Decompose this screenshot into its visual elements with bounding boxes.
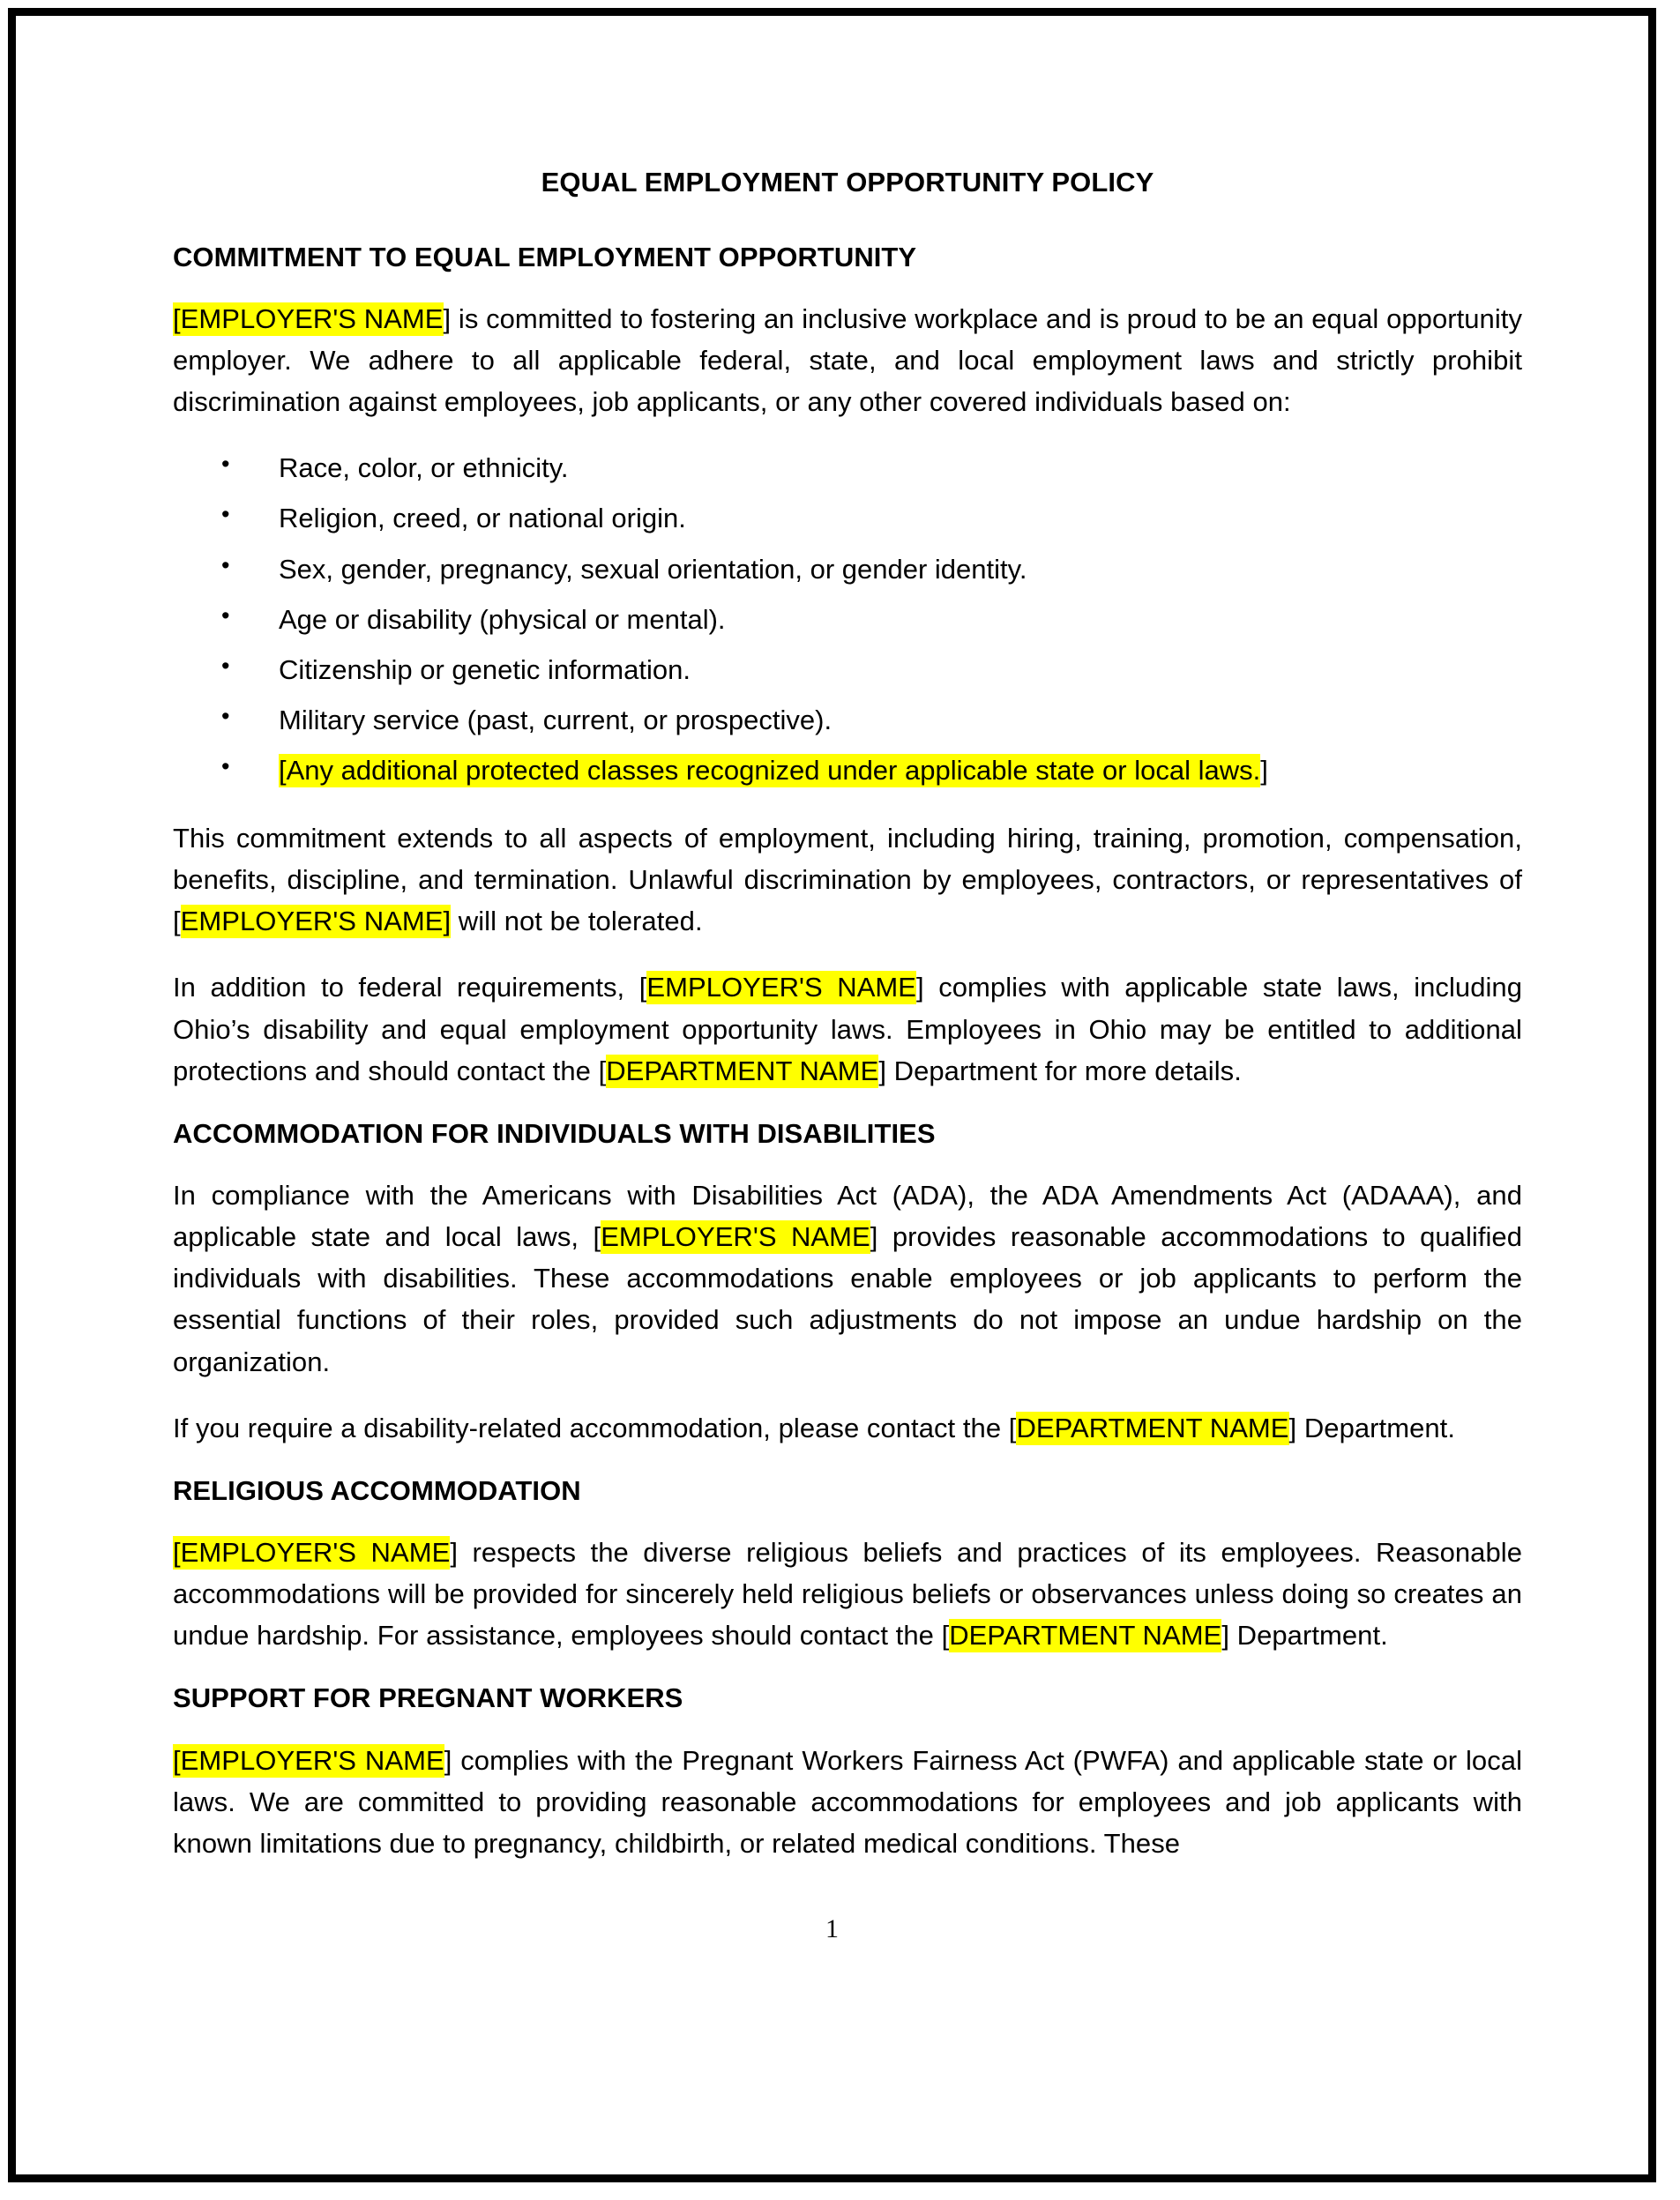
placeholder-employer-name: EMPLOYER'S NAME bbox=[180, 1537, 451, 1569]
bracket-open: [ bbox=[173, 1537, 181, 1569]
list-item-label: Military service (past, current, or prospective). bbox=[279, 704, 833, 735]
paragraph-commitment-extends-before: This commitment extends to all aspects of employment, including hiring, training, promotion, compensation, benefits, discipline, and termination. Unlawful discrimination by employees, contractors, or representatives of [ bbox=[173, 823, 1522, 937]
paragraph-pregnant-workers bbox=[173, 1740, 1522, 1864]
paragraph-state-law-before: In addition to federal requirements, [ bbox=[173, 972, 647, 1003]
paragraph-ada-after: ] provides reasonable accommodations to qualified individuals with disabilities. These accommodations enable employees or job applicants to perform the essential functions of their roles, provided such adjustments do not impose an undue hardship on the organization. bbox=[173, 1221, 1523, 1377]
placeholder-employer-name: EMPLOYER'S NAME bbox=[646, 972, 917, 1003]
paragraph-disability-contact-before: If you require a disability-related accommodation, please contact the [ bbox=[173, 1412, 1017, 1443]
page-number: 1 bbox=[825, 1914, 839, 1943]
paragraph-commitment-intro-text: ] is committed to fostering an inclusive workplace and is proud to be an equal opportunity employer. We adhere to all applicable federal, state, and local employment laws and strictly prohibit discrimination against employees, job applicants, or any other covered individuals based on: bbox=[173, 303, 1522, 418]
paragraph-state-law-after: ] Department for more details. bbox=[878, 1055, 1242, 1086]
placeholder-department-name: DEPARTMENT NAME bbox=[1016, 1412, 1289, 1443]
list-item bbox=[173, 649, 1522, 690]
list-item bbox=[173, 699, 1522, 741]
list-item bbox=[173, 749, 1522, 791]
list-item bbox=[173, 447, 1522, 488]
protected-classes-list bbox=[173, 447, 1522, 791]
placeholder-department-name: DEPARTMENT NAME bbox=[606, 1055, 879, 1086]
list-item-label: Age or disability (physical or mental). bbox=[279, 603, 726, 635]
section-heading-pregnant-workers: SUPPORT FOR PREGNANT WORKERS bbox=[173, 1682, 683, 1714]
paragraph-commitment-intro bbox=[173, 298, 1522, 422]
paragraph-ada-before: In compliance with the Americans with Disabilities Act (ADA), the ADA Amendments Act (ADAAA), and applicable state and local laws, [ bbox=[173, 1180, 1522, 1253]
paragraph-religious-middle: ] respects the diverse religious beliefs and practices of its employees. Reasonable accommodations will be provided for sincerely held religious beliefs or observances unless doing so creates an undue hardship. For assistance, employees should contact the [ bbox=[173, 1537, 1522, 1652]
paragraph-commitment-extends-after: will not be tolerated. bbox=[451, 906, 703, 937]
list-item bbox=[173, 497, 1522, 539]
placeholder-employer-name: EMPLOYER'S NAME bbox=[601, 1221, 870, 1253]
paragraph-commitment-extends bbox=[173, 817, 1522, 942]
list-item-label: Citizenship or genetic information. bbox=[279, 653, 691, 685]
list-item-label: Race, color, or ethnicity. bbox=[279, 452, 569, 484]
placeholder-employer-name: EMPLOYER'S NAME bbox=[180, 1744, 444, 1776]
paragraph-state-law bbox=[173, 966, 1522, 1091]
paragraph-ada-accommodation bbox=[173, 1175, 1522, 1383]
bracket-close: ] bbox=[1260, 755, 1268, 787]
scanned-page-frame bbox=[8, 8, 1656, 2182]
section-heading-accommodation: ACCOMMODATION FOR INDIVIDUALS WITH DISABILITIES bbox=[173, 1117, 936, 1149]
paragraph-religious-after: ] Department. bbox=[1221, 1620, 1388, 1652]
placeholder-employer-name: EMPLOYER'S NAME] bbox=[180, 906, 452, 937]
page-title: EQUAL EMPLOYMENT OPPORTUNITY POLICY bbox=[541, 167, 1154, 198]
list-item bbox=[173, 548, 1522, 590]
list-item bbox=[173, 599, 1522, 640]
placeholder-employer-name: EMPLOYER'S NAME bbox=[180, 303, 444, 335]
paragraph-state-law-middle: ] complies with applicable state laws, including Ohio’s disability and equal employment opportunity laws. Employees in Ohio may be entitled to additional protections and should contact the [ bbox=[173, 972, 1523, 1086]
section-heading-religious: RELIGIOUS ACCOMMODATION bbox=[173, 1474, 581, 1506]
document-body bbox=[173, 166, 1522, 1889]
paragraph-disability-contact-after: ] Department. bbox=[1288, 1412, 1455, 1443]
list-item-label: Religion, creed, or national origin. bbox=[279, 503, 686, 534]
list-item-label-highlighted: [Any additional protected classes recognized under applicable state or local laws. bbox=[279, 755, 1261, 787]
paragraph-religious-accommodation bbox=[173, 1532, 1522, 1656]
placeholder-department-name: DEPARTMENT NAME bbox=[949, 1620, 1222, 1652]
paragraph-pregnant-workers-text: ] complies with the Pregnant Workers Fairness Act (PWFA) and applicable state or local laws. We are committed to providing reasonable accommodations for employees and job applicants with known limitations due to pregnancy, childbirth, or related medical conditions. These bbox=[173, 1744, 1522, 1859]
bracket-open: [ bbox=[173, 303, 181, 335]
bracket-open: [ bbox=[173, 1744, 181, 1776]
list-item-label: Sex, gender, pregnancy, sexual orientation, or gender identity. bbox=[279, 553, 1027, 585]
section-heading-commitment: COMMITMENT TO EQUAL EMPLOYMENT OPPORTUNITY bbox=[173, 241, 917, 272]
paragraph-disability-contact bbox=[173, 1407, 1522, 1449]
